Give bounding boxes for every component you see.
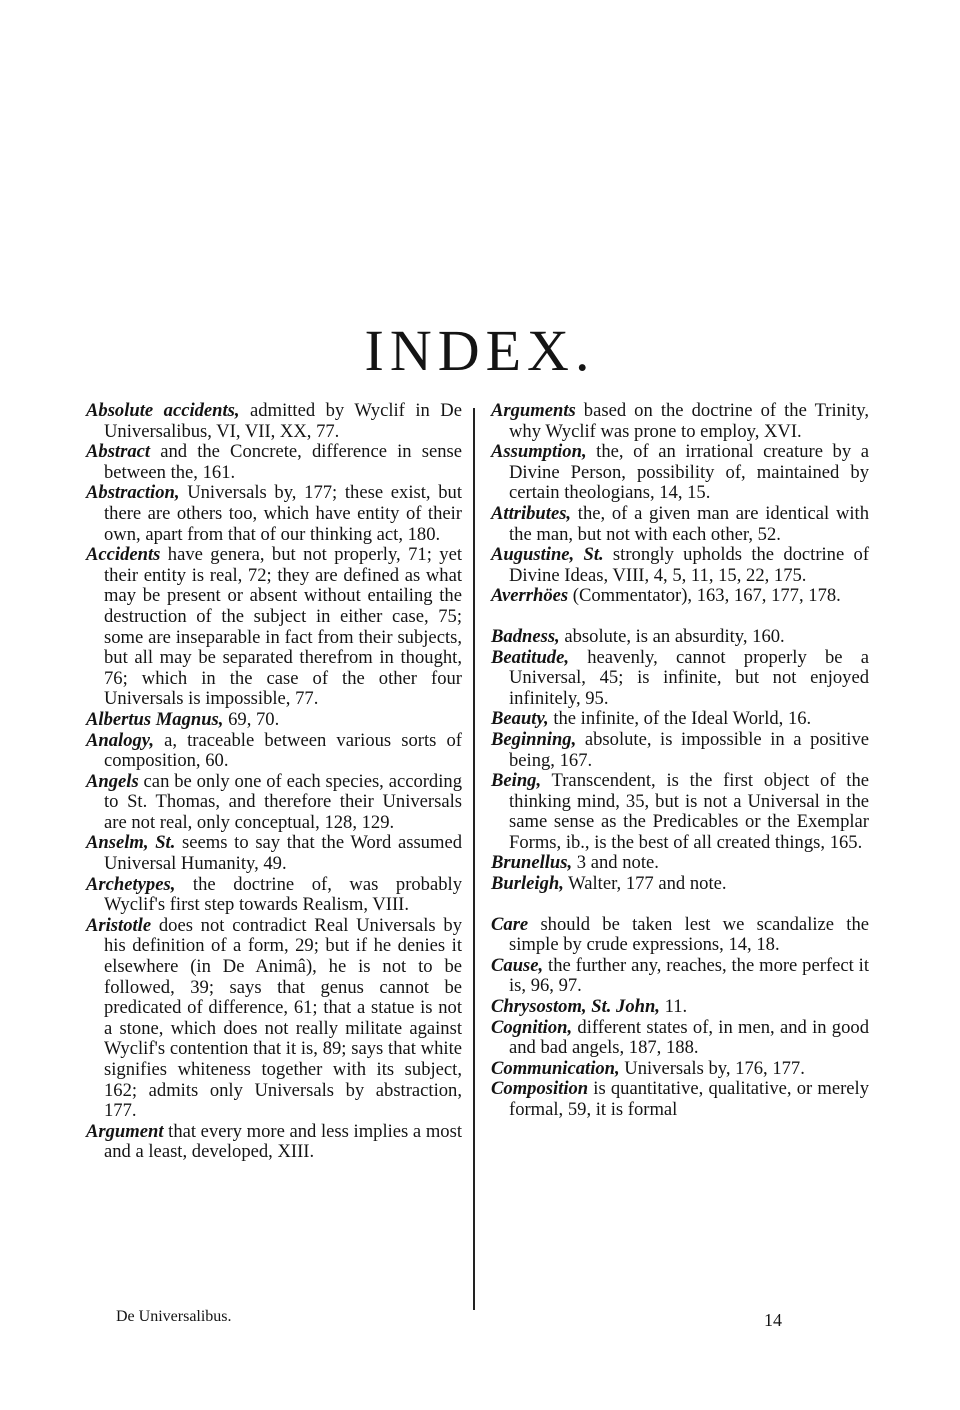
entry-text: (Commentator), 163, 167, 177, 178.	[568, 585, 841, 607]
index-entry	[491, 1079, 869, 1120]
entry-text: have genera, but not properly, 71; yet their entity is real, 72; they are defined as what may be present or absent without entailing the destruction of the subject in either case, 75; some are inseparable in fact from their subjects, but all may be separated therefrom in thought, 76; which in the case of the other four Universals is impossible, 77.	[104, 544, 462, 710]
entry-headword: Assumption,	[491, 441, 587, 463]
entry-headword: Angels	[86, 770, 139, 792]
index-entry	[491, 956, 869, 997]
entry-headword: Beginning,	[491, 728, 577, 750]
index-entry	[491, 504, 869, 545]
entry-text: strongly upholds the doctrine of Divine Ideas, VIII, 4, 5, 11, 15, 22, 175.	[509, 544, 870, 586]
index-entry	[491, 442, 869, 504]
entry-text: that every more and less implies a most and a least, developed, XIII.	[104, 1120, 462, 1163]
entry-text: and the Concrete, difference in sense between the, 161.	[104, 441, 462, 483]
entry-headword: Attributes,	[491, 502, 572, 524]
entry-text: does not contradict Real Universals by his definition of a form, 29; but if he denies it elsewhere (in De Animâ), he is not to be followed, 39; says that genus cannot be predicated of difference, 61; that a statue is not a stone, which does not really militate against Wyclif's contention that it is, 89; says that white signifies whiteness together with its subject, 162; admits only Universals by abstraction, 177.	[104, 914, 462, 1122]
entry-text: absolute, is impossible in a positive being, 167.	[509, 728, 869, 771]
entry-text: absolute, is an absurdity, 160.	[559, 625, 785, 647]
index-column-left	[86, 401, 462, 1163]
entry-text: Universals by, 176, 177.	[619, 1057, 805, 1079]
index-entry	[86, 442, 462, 483]
entry-text: different states of, in men, and in good and bad angels, 187, 188.	[509, 1016, 869, 1059]
entry-headword: Beatitude,	[491, 646, 569, 668]
entry-headword: Badness,	[491, 625, 560, 647]
page-title: INDEX.	[364, 318, 596, 383]
entry-text: Universals by, 177; these exist, but there are others too, which have entity of their own, apart from that of our thinking act, 180.	[104, 482, 462, 545]
index-entry	[86, 772, 462, 834]
index-entry	[491, 915, 869, 956]
index-entry	[491, 545, 869, 586]
index-entry	[491, 771, 869, 853]
index-entry	[491, 648, 869, 710]
entry-headword: Argument	[86, 1120, 164, 1142]
index-entry	[491, 401, 869, 442]
entry-headword: Absolute accidents,	[86, 400, 240, 421]
index-entry	[491, 709, 869, 730]
entry-text: should be taken lest we scandalize the simple by crude expressions, 14, 18.	[509, 913, 869, 956]
entry-text: is quantitative, qualitative, or merely formal, 59, it is formal	[509, 1078, 869, 1120]
index-entry	[491, 730, 869, 771]
entry-headword: Cognition,	[491, 1016, 573, 1038]
entry-text: seems to say that the Word assumed Universal Humanity, 49.	[104, 832, 462, 875]
index-entry	[86, 833, 462, 874]
entry-headword: Composition	[491, 1078, 589, 1100]
entry-text: the further any, reaches, the more perfect it is, 96, 97.	[509, 954, 869, 997]
index-entry	[86, 916, 462, 1122]
index-entry	[491, 1059, 869, 1080]
index-entry	[86, 710, 462, 731]
index-entry	[491, 627, 869, 648]
entry-headword: Arguments	[491, 400, 576, 421]
index-entry	[86, 545, 462, 710]
entry-text: admitted by Wyclif in De Universalibus, VI, VII, XX, 77.	[104, 400, 462, 442]
entry-text: a, traceable between various sorts of composition, 60.	[104, 729, 462, 772]
index-entry	[491, 997, 869, 1018]
entry-text: 11.	[659, 996, 688, 1018]
index-entry	[491, 586, 869, 607]
entry-headword: Accidents	[86, 544, 161, 566]
entry-text: heavenly, cannot properly be a Universal, 45; is infinite, but not enjoyed infinitely, 95.	[509, 646, 869, 709]
page-number: 14	[764, 1310, 782, 1330]
entry-headword: Care	[491, 913, 529, 935]
entry-headword: Aristotle	[86, 914, 152, 936]
entry-text: based on the doctrine of the Trinity, why Wyclif was prone to employ, XVI.	[509, 400, 869, 442]
entry-headword: Abstraction,	[86, 482, 180, 504]
index-entry	[491, 853, 869, 874]
entry-headword: Augustine, St.	[491, 544, 604, 566]
index-entry	[86, 731, 462, 772]
entry-headword: Being,	[491, 770, 542, 792]
entry-text: Walter, 177 and note.	[563, 873, 727, 895]
index-entry	[86, 875, 462, 916]
entry-headword: Analogy,	[86, 729, 155, 751]
entry-headword: Chrysostom, St. John,	[491, 996, 660, 1018]
index-entry	[86, 401, 462, 442]
index-entry	[86, 1122, 462, 1163]
entry-text: the infinite, of the Ideal World, 16.	[548, 708, 812, 730]
entry-text: the, of a given man are identical with the man, but not with each other, 52.	[509, 502, 869, 545]
entry-headword: Burleigh,	[491, 873, 564, 895]
entry-headword: Brunellus,	[491, 852, 573, 874]
entry-text: 69, 70.	[223, 708, 280, 730]
entry-headword: Anselm, St.	[86, 832, 176, 854]
entry-text: can be only one of each species, according to St. Thomas, and therefore their Universals are not real, only conceptual, 128, 129.	[104, 770, 462, 833]
entry-text: 3 and note.	[572, 852, 659, 874]
entry-headword: Albertus Magnus,	[86, 708, 224, 730]
index-entry	[86, 483, 462, 545]
column-divider	[473, 408, 475, 1310]
entry-text: the doctrine of, was probably Wyclif's first step towards Realism, VIII.	[104, 873, 462, 916]
entry-text: the, of an irrational creature by a Divine Person, possibility of, maintained by certain theologians, 14, 15.	[509, 441, 869, 504]
entry-headword: Averrhöes	[491, 585, 569, 607]
entry-headword: Abstract	[86, 441, 151, 463]
signature-mark: De Universalibus.	[116, 1308, 232, 1325]
entry-text: Transcendent, is the first object of the thinking mind, 35, but is not a Universal in the same sense as the Predicables or the Exemplar Forms, ib., is the best of all created things, 165.	[509, 770, 869, 853]
entry-headword: Archetypes,	[86, 873, 176, 895]
index-column-right	[491, 401, 869, 1121]
entry-headword: Communication,	[491, 1057, 620, 1079]
index-entry	[491, 1018, 869, 1059]
entry-headword: Beauty,	[491, 708, 549, 730]
entry-headword: Cause,	[491, 954, 544, 976]
index-entry	[491, 874, 869, 895]
